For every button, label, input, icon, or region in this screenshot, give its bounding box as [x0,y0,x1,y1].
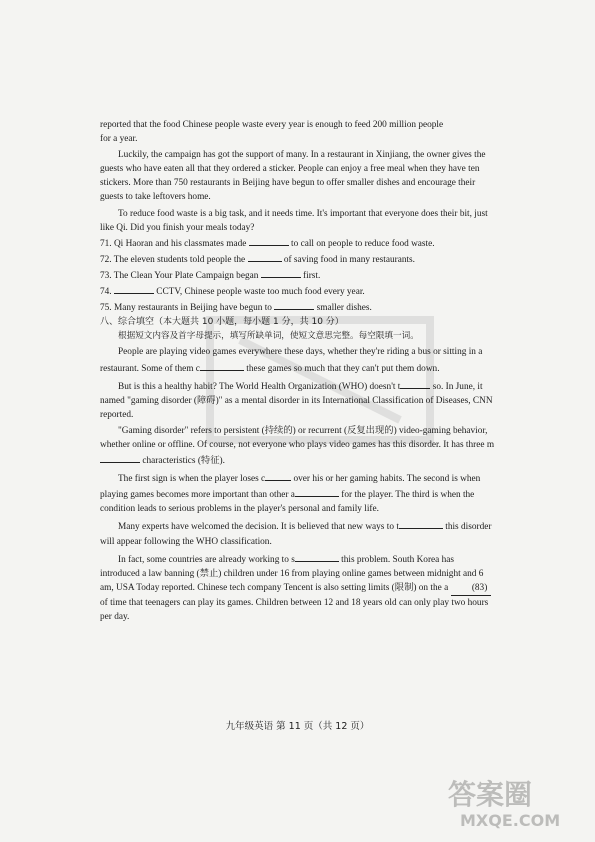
paragraph: for a year. [100,134,138,145]
question-73: 73. The Clean Your Plate Campaign began first. [100,267,495,283]
answer-blank[interactable] [249,235,289,246]
question-75: 75. Many restaurants in Beijing have begun to smaller dishes. [100,299,495,315]
cloze-paragraph: "Gaming disorder" refers to persistent (持续的) or recurrent (反复出现的) video-gaming behavior, whether online or offline. Of course, not everyone who plays video games has this disorder. It has three m characteristics (特征). [100,425,495,467]
answer-blank[interactable] [274,299,314,310]
cloze-paragraph: In fact, some countries are already working to s this problem. South Korea has introduced a law banning (禁止) children under 16 from playing online games between midnight and 6 am, USA Today reported. Chinese tech company Tencent is also setting limits (限制) on the a (83) of time that teenagers can play its games. Children between 12 and 18 years old can only play two hours per day. [100,551,495,624]
question-72: 72. The eleven students told people the of saving food in many restaurants. [100,251,495,267]
cloze-paragraph: The first sign is when the player loses c over his or her gaming habits. The second is when playing games becomes more important than other a for the player. The third is when the condition leads to serious problems in the player's personal and family life. [100,470,495,516]
answer-blank[interactable] [295,551,339,562]
paragraph: To reduce food waste is a big task, and it needs time. It's important that everyone does their bit, just like Qi. Did you finish your meals today? [100,208,488,233]
question-74: 74. CCTV, Chinese people waste too much food every year. [100,283,495,299]
cloze-paragraph: People are playing video games everywhere these days, whether they're riding a bus or sitting in a restaurant. Some of them c these games so much that they can't put them down. [100,347,483,374]
paragraph: reported that the food Chinese people waste every year is enough to feed 200 million people [100,120,444,130]
question-71: 71. Qi Haoran and his classmates made to call on people to reduce food waste. [100,235,495,251]
section-heading: 八、综合填空（本大题共 10 小题，每小题 1 分，共 10 分） [100,317,344,328]
answer-blank[interactable] [100,452,140,463]
cloze-paragraph: But is this a healthy habit? The World Health Organization (WHO) doesn't t so. In June, it named "gaming disorder (障碍)" as a mental disorder in its International Classification of Diseases, CNN reported. [100,378,495,422]
svg-text:MXQE.COM: MXQE.COM [460,811,561,830]
answer-blank[interactable] [261,267,301,278]
section-instruction: 根据短文内容及首字母提示，填写所缺单词，使短文意思完整。每空限填一词。 [118,331,419,342]
answer-blank[interactable] [265,470,291,481]
paragraph: Luckily, the campaign has got the support of many. In a restaurant in Xinjiang, the owner gives the guests who have eaten all that they ordered a sticker. People can enjoy a free meal when they have ten stickers. More than 750 restaurants in Beijing have begun to offer smaller dishes and encourage their guests to take leftovers home. [100,150,486,203]
answer-blank[interactable] [200,360,244,371]
answer-blank[interactable] [400,378,430,389]
site-logo [440,770,590,832]
svg-text:答案圈: 答案圈 [448,778,533,811]
answer-blank[interactable] [399,518,443,529]
answer-blank[interactable] [114,283,154,294]
answer-blank[interactable]: (83) [451,581,491,596]
cloze-paragraph: Many experts have welcomed the decision. It is believed that new ways to t this disorder will appear following the WHO classification. [100,518,495,548]
page-footer: 九年级英语 第 11 页（共 12 页） [225,721,370,732]
answer-blank[interactable] [295,486,339,497]
answer-blank[interactable] [248,251,282,262]
passage-text [100,118,495,624]
